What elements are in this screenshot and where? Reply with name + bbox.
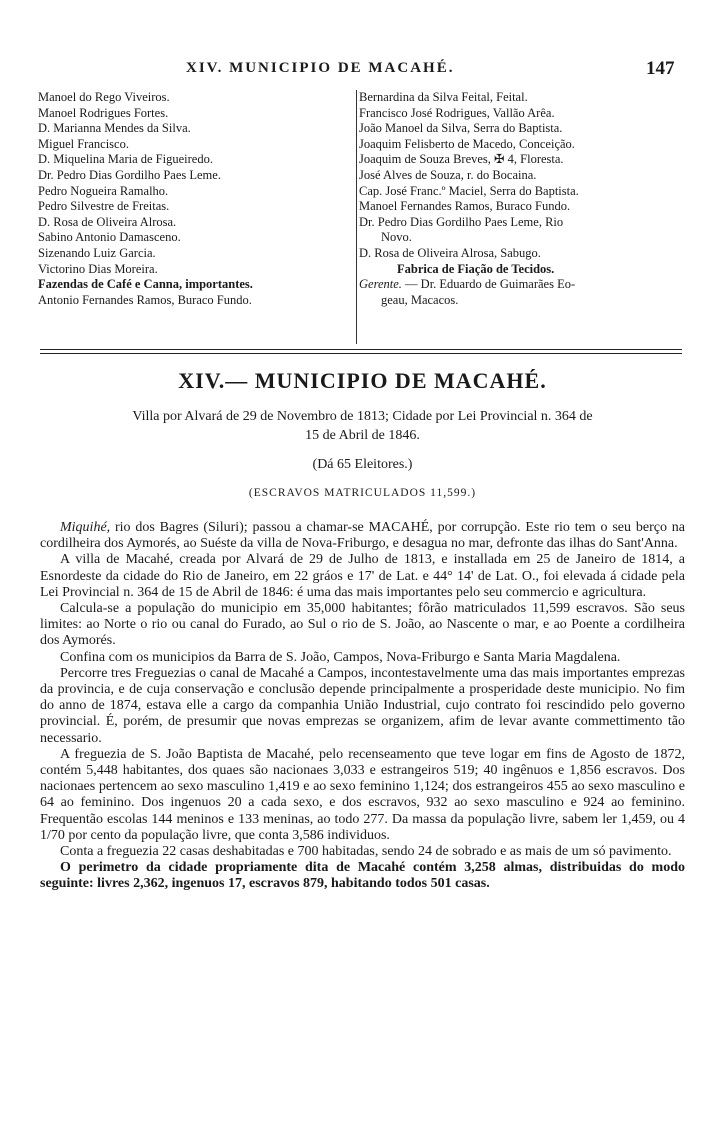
paragraph-text: Percorre tres Freguezias o canal de Macahé a Campos, incontestavelmente uma das mais importantes emprezas da provincia, e de cuja conservação e conclusão depende principalmente a prosperidade deste municipio. No fim do anno de 1874, estava elle a cargo da companhia União Industrial, cujo contrato foi rescindido pelo governo provincial. É, porém, de presumir que novas emprezas se organizem, afim de levar avante commettimento tão necessario. (40, 665, 685, 746)
list-item: Cap. José Franc.º Maciel, Serra do Baptista. (359, 183, 579, 198)
list-item: Dr. Pedro Dias Gordilho Paes Leme. (38, 167, 221, 182)
list-item: Miguel Francisco. (38, 136, 129, 151)
paragraph (40, 601, 685, 650)
manager-line (359, 277, 683, 293)
page-number: 147 (646, 58, 675, 79)
paragraph (40, 666, 685, 747)
running-head (0, 60, 725, 84)
paragraph (40, 650, 685, 666)
section-title: XIV.— MUNICIPIO DE MACAHÉ. (178, 368, 547, 393)
list-item: Manoel Fernandes Ramos, Buraco Fundo. (359, 199, 571, 214)
slaves-note: (ESCRAVOS MATRICULADOS 11,599.) (248, 487, 477, 499)
section-subtitle-2: 15 de Abril de 1846. (305, 428, 420, 443)
list-item: D. Miquelina Maria de Figueiredo. (38, 152, 213, 167)
list-item: Sabino Antonio Damasceno. (38, 230, 181, 245)
left-subheading: Fazendas de Café e Canna, importantes. (38, 277, 253, 292)
list-item: Novo. (381, 230, 412, 245)
list-item: D. Rosa de Oliveira Alrosa. (38, 214, 177, 229)
paragraph-text: O perimetro da cidade propriamente dita de Macahé contém 3,258 almas, distribuidas do modo seguinte: livres 2,362, ingenuos 17, escravos 879, habitando todos 501 casas. (40, 860, 685, 892)
list-item: D. Marianna Mendes da Silva. (38, 121, 191, 136)
paragraph-text: rio dos Bagres (Siluri); passou a chamar-se MACAHÉ, por corrupção. Este rio tem o seu berço na cordilheira dos Aymorés, ao Suéste da villa de Nova-Friburgo, e desagua no mar, defronte das ilhas do Sant'Anna. (40, 520, 685, 552)
list-item: D. Rosa de Oliveira Alrosa, Sabugo. (359, 245, 541, 260)
body-text (40, 520, 685, 893)
list-item: Pedro Nogueira Ramalho. (38, 183, 169, 198)
paragraph (40, 860, 685, 892)
electors-note: (Dá 65 Eleitores.) (312, 457, 413, 472)
list-item: Joaquim de Souza Breves, ✠ 4, Floresta. (359, 152, 564, 167)
left-name-column (38, 90, 350, 308)
list-item: José Alves de Souza, r. do Bocaina. (359, 167, 537, 182)
paragraph (40, 747, 685, 844)
manager-line-2: geau, Macacos. (381, 292, 459, 307)
manager-text: — Dr. Eduardo de Guimarães Eo- (401, 277, 576, 292)
paragraph-text: Confina com os municipios da Barra de S. João, Campos, Nova-Friburgo e Santa Maria Magdalena. (60, 649, 621, 665)
list-item: Bernardina da Silva Feital, Feital. (359, 90, 528, 104)
list-item: Manoel Rodrigues Fortes. (38, 105, 169, 120)
manager-label: Gerente. (359, 277, 402, 292)
divider (40, 353, 682, 354)
divider (40, 349, 682, 350)
running-title: XIV. MUNICIPIO DE MACAHÉ. (186, 60, 455, 76)
paragraph-text: A villa de Macahé, creada por Alvará de 29 de Julho de 1813, e installada em 25 de Janeiro de 1814, a Esnordeste da cidade do Rio de Janeiro, em 22 gráos e 17' de Lat. e 44° 14' de Lat. O., foi elevada á cidade pela Lei Provincial n. 364 de 15 de Abril de 1846: é uma das mais importantes pelo seu commercio e agricultura. (40, 552, 685, 600)
list-item: Pedro Silvestre de Freitas. (38, 199, 170, 214)
paragraph-lead: Miquihé, (60, 520, 111, 535)
list-item: Dr. Pedro Dias Gordilho Paes Leme, Rio (359, 214, 564, 229)
list-item: Antonio Fernandes Ramos, Buraco Fundo. (38, 292, 252, 307)
list-item: Joaquim Felisberto de Macedo, Conceição. (359, 136, 575, 151)
right-name-column (356, 90, 683, 344)
paragraph-text: Conta a freguezia 22 casas deshabitadas e 700 habitadas, sendo 24 de sobrado e as mais de um só pavimento. (60, 844, 672, 860)
list-item: Sizenando Luiz Garcia. (38, 245, 156, 260)
paragraph (40, 520, 685, 552)
paragraph-text: A freguezia de S. João Baptista de Macahé, pelo recenseamento que teve logar em fins de Agosto de 1872, contém 5,448 habitantes, dos quaes são nacionaes 3,033 e estrangeiros 519; 40 ingênuos e 1,856 escravos. Dos nacionaes pertencem ao sexo masculino 1,419 e ao sexo feminino 1,124; dos estrangeiros 455 ao sexo masculino e 64 ao feminino. Dos ingenuos 20 a cada sexo, e dos escravos, 932 ao sexo masculino e 924 ao feminino. Frequentão escolas 144 meninos e 133 meninas, ao todo 277. Da massa da população livre, sabem ler 1,459, ou 4 1/70 por cento da população livre, que conta 3,586 individuos. (40, 746, 685, 843)
list-item: João Manoel da Silva, Serra do Baptista. (359, 121, 563, 136)
paragraph (40, 844, 685, 860)
list-item: Manoel do Rego Viveiros. (38, 90, 170, 104)
paragraph (40, 552, 685, 601)
list-item: Victorino Dias Moreira. (38, 261, 158, 276)
right-subheading: Fabrica de Fiação de Tecidos. (397, 261, 555, 276)
list-item: Francisco José Rodrigues, Vallão Arêa. (359, 105, 555, 120)
paragraph-text: Calcula-se a população do municipio em 35,000 habitantes; fôrão matriculados 11,599 escravos. São seus limites: ao Norte o rio ou canal do Furado, ao Sul o rio de S. João, ao Nascente o mar, e ao Poente a cordilheira dos Aymorés. (40, 601, 685, 649)
section-subtitle-1: Villa por Alvará de 29 de Novembro de 1813; Cidade por Lei Provincial n. 364 de (132, 409, 593, 424)
